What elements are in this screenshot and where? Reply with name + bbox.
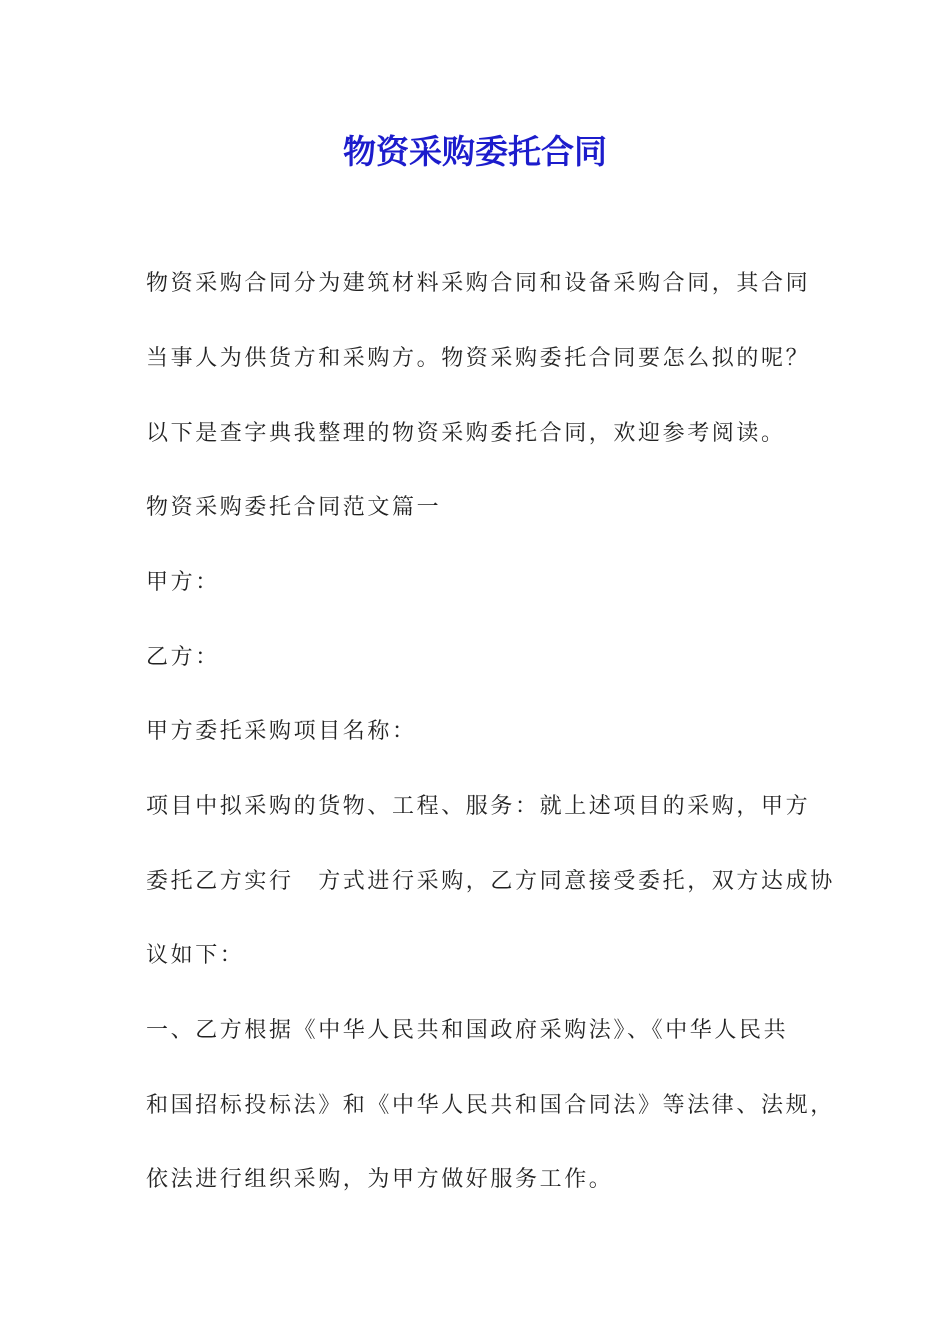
paragraph-line: 项目中拟采购的货物、工程、服务：就上述项目的采购，甲方 bbox=[146, 794, 811, 819]
paragraph-line: 物资采购合同分为建筑材料采购合同和设备采购合同，其合同 bbox=[146, 271, 811, 296]
paragraph-line: 议如下： bbox=[146, 943, 245, 968]
party-b-field: 乙方： bbox=[146, 645, 220, 670]
project-name-field: 甲方委托采购项目名称： bbox=[146, 719, 417, 744]
party-a-field: 甲方： bbox=[146, 570, 220, 595]
paragraph-line: 以下是查字典我整理的物资采购委托合同，欢迎参考阅读。 bbox=[146, 421, 786, 446]
document-title: 物资采购委托合同 bbox=[343, 132, 607, 171]
paragraph-line: 委托乙方实行 方式进行采购，乙方同意接受委托，双方达成协 bbox=[146, 869, 835, 894]
section-heading: 物资采购委托合同范文篇一 bbox=[146, 495, 442, 520]
paragraph-line: 当事人为供货方和采购方。物资采购委托合同要怎么拟的呢？ bbox=[146, 346, 811, 371]
clause-line: 一、乙方根据《中华人民共和国政府采购法》、《中华人民共 bbox=[146, 1018, 789, 1043]
clause-line: 依法进行组织采购，为甲方做好服务工作。 bbox=[146, 1167, 614, 1192]
clause-line: 和国招标投标法》和《中华人民共和国合同法》等法律、法规， bbox=[146, 1093, 835, 1118]
